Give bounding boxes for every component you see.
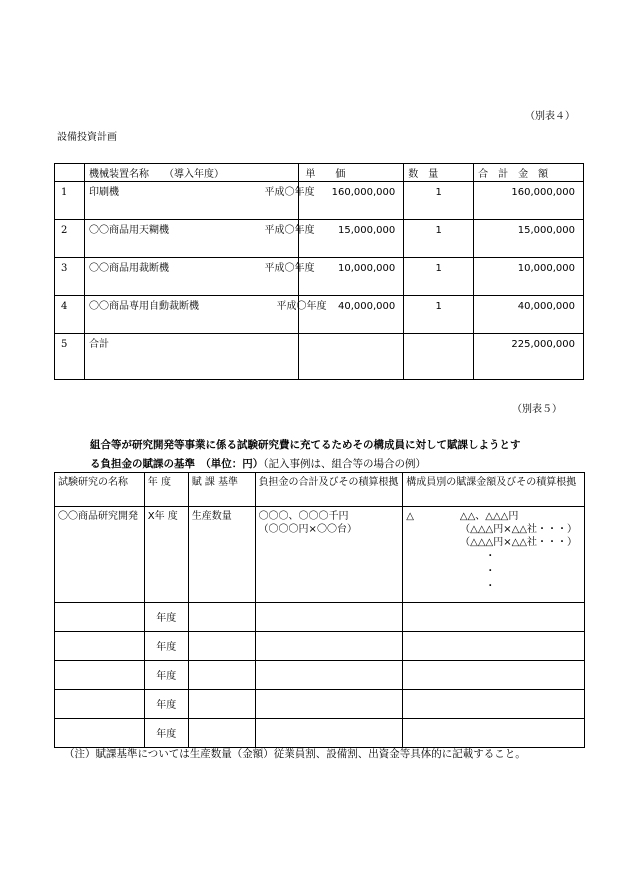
header-no	[55, 164, 85, 182]
header-basis: 賦 課 基準	[188, 473, 255, 507]
research-year: 年度	[144, 719, 188, 748]
member-basis	[403, 603, 585, 632]
item-year: 平成〇年度	[264, 187, 315, 198]
member-line1-b: △△、△△△円	[459, 511, 519, 522]
row-qty: 1	[404, 220, 474, 258]
row-total: 160,000,000	[474, 182, 584, 220]
research-name: 〇〇商品研究開発	[55, 507, 145, 603]
row-qty	[404, 334, 474, 380]
row-total: 10,000,000	[474, 258, 584, 296]
row-price: 15,000,000	[299, 220, 404, 258]
header-member-basis: 構成員別の賦課金額及びその積算根拠	[403, 473, 585, 507]
header-research-name: 試験研究の名称	[55, 473, 145, 507]
research-name	[55, 632, 145, 661]
ellipsis-dot: ・	[485, 581, 496, 592]
item-name: 印刷機	[88, 187, 119, 198]
total-basis	[255, 632, 403, 661]
row-price: 40,000,000	[299, 296, 404, 334]
total-basis	[255, 719, 403, 748]
heading-note: （記入事例は、組合等の場合の例）	[263, 458, 426, 470]
ellipsis-dot: ・	[485, 551, 496, 562]
total-line1: 〇〇〇、〇〇〇千円	[258, 511, 349, 522]
heading-unit: る負担金の賦課の基準 （単位：円）	[90, 458, 264, 470]
total-basis	[255, 507, 403, 603]
research-year: 年度	[144, 632, 188, 661]
row-no: 2	[55, 220, 85, 258]
row-qty: 1	[404, 258, 474, 296]
total-line2: （〇〇〇円×〇〇台）	[258, 524, 357, 535]
table-row	[55, 661, 585, 690]
row-total: 40,000,000	[474, 296, 584, 334]
member-line2: （△△△円×△△社・・・）	[460, 524, 577, 535]
research-name	[55, 661, 145, 690]
research-year: 年度	[144, 690, 188, 719]
member-basis	[403, 661, 585, 690]
table-row	[55, 690, 585, 719]
row-total: 15,000,000	[474, 220, 584, 258]
total-basis	[255, 603, 403, 632]
row-name	[84, 296, 327, 334]
table5-note: （注）賦課基準については生産数量（金額）従業員割、設備割、出資金等具体的に記載すること。	[64, 748, 526, 760]
table5-header-row	[55, 473, 585, 507]
item-year: 平成〇年度	[264, 263, 315, 274]
item-name: 〇〇商品用天糊機	[88, 225, 169, 236]
row-total: 225,000,000	[474, 334, 584, 380]
equipment-investment-table	[54, 163, 584, 380]
member-basis	[403, 719, 585, 748]
member-basis	[403, 507, 585, 603]
table-row	[55, 603, 585, 632]
research-name	[55, 719, 145, 748]
row-price	[299, 334, 404, 380]
ellipsis-dot: ・	[485, 566, 496, 577]
research-year: 年度	[144, 603, 188, 632]
levy-basis: 生産数量	[188, 507, 255, 603]
levy-basis	[188, 719, 255, 748]
research-year: X年 度	[144, 507, 188, 603]
header-name: 機械装置名称 （導入年度）	[84, 164, 298, 182]
levy-basis-table	[54, 472, 585, 748]
row-price: 10,000,000	[299, 258, 404, 296]
member-basis	[403, 690, 585, 719]
levy-basis	[188, 603, 255, 632]
table-row	[55, 632, 585, 661]
member-basis	[403, 632, 585, 661]
table4-tag: （別表４）	[525, 111, 575, 122]
example-row	[55, 507, 585, 603]
levy-basis	[188, 632, 255, 661]
row-name	[84, 220, 315, 258]
research-name	[55, 690, 145, 719]
member-line3: （△△△円×△△社・・・）	[460, 537, 577, 548]
table-row	[55, 296, 584, 334]
item-year: 平成〇年度	[276, 301, 327, 312]
row-no: 1	[55, 182, 85, 220]
row-name	[84, 182, 315, 220]
table4-title: 設備投資計画	[57, 132, 117, 143]
table5-heading-line1: 組合等が研究開発等事業に係る試験研究費に充てるためその構成員に対して賦課しようとす	[90, 439, 521, 451]
research-year: 年度	[144, 661, 188, 690]
levy-basis	[188, 661, 255, 690]
total-basis	[255, 690, 403, 719]
row-price: 160,000,000	[299, 182, 404, 220]
row-no: 5	[55, 334, 85, 380]
item-year: 平成〇年度	[264, 225, 315, 236]
header-qty: 数 量	[404, 164, 474, 182]
header-total: 合 計 金 額	[474, 164, 584, 182]
item-name: 〇〇商品専用自動裁断機	[88, 301, 199, 312]
row-no: 3	[55, 258, 85, 296]
row-no: 4	[55, 296, 85, 334]
header-price: 単 価	[299, 164, 404, 182]
levy-basis	[188, 690, 255, 719]
header-total-basis: 負担金の合計及びその積算根拠	[255, 473, 403, 507]
table5-heading-line2	[90, 456, 426, 471]
table4-header-row	[55, 164, 584, 182]
table-row	[55, 182, 584, 220]
table-row	[55, 719, 585, 748]
table5-tag: （別表５）	[512, 404, 562, 415]
row-qty: 1	[404, 182, 474, 220]
row-name	[84, 258, 315, 296]
item-name: 〇〇商品用裁断機	[88, 263, 169, 274]
table-row	[55, 220, 584, 258]
table-row	[55, 258, 584, 296]
total-basis	[255, 661, 403, 690]
header-year: 年 度	[144, 473, 188, 507]
member-line1	[406, 510, 581, 523]
row-name: 合計	[84, 334, 298, 380]
research-name	[55, 603, 145, 632]
table-row-total	[55, 334, 584, 380]
row-qty: 1	[404, 296, 474, 334]
member-line1-a: △	[406, 511, 414, 522]
